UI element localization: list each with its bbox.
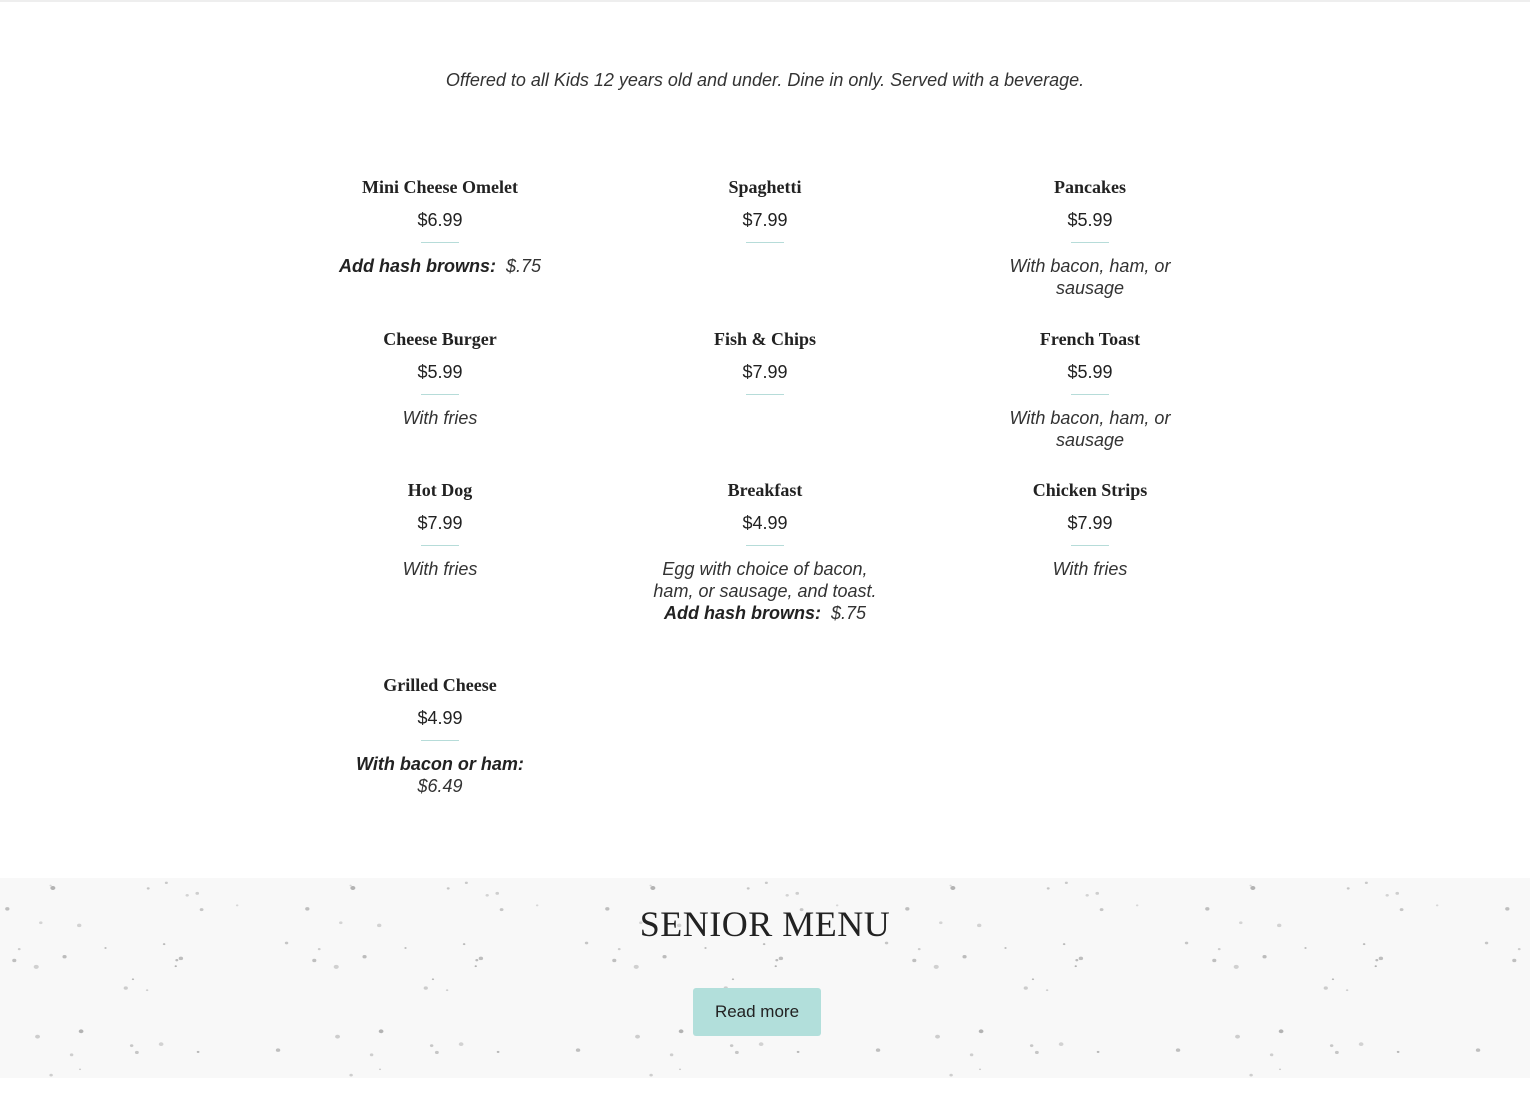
item-name: Cheese Burger — [383, 329, 497, 349]
speckle-dot — [459, 1042, 464, 1046]
item-divider — [1071, 545, 1109, 546]
speckle-dot — [1249, 885, 1251, 887]
speckle-dot — [1262, 955, 1266, 958]
speckle-dot — [349, 885, 351, 887]
menu-item — [320, 479, 560, 580]
speckle-dot — [350, 886, 355, 890]
speckle-dot — [50, 886, 55, 890]
speckle-dot — [495, 892, 499, 895]
item-price: $4.99 — [742, 513, 788, 533]
speckle-dot — [497, 1051, 500, 1053]
speckle-dot — [447, 887, 450, 889]
speckle-dot — [662, 955, 666, 958]
speckle-dot — [424, 986, 428, 989]
speckle-dot — [34, 965, 39, 969]
item-name: Hot Dog — [407, 480, 473, 500]
speckle-dot — [950, 886, 955, 890]
speckle-dot — [649, 1074, 652, 1077]
speckle-dot — [135, 1051, 139, 1054]
speckle-dot — [650, 886, 655, 890]
item-addon-label: With bacon or ham: — [356, 754, 524, 774]
speckle-dot — [759, 1042, 764, 1046]
item-description: With bacon, ham, or sausage — [1009, 256, 1171, 298]
speckle-dot — [1065, 882, 1068, 884]
speckle-dot — [576, 1048, 580, 1052]
speckle-dot — [1046, 989, 1048, 991]
speckle-dot — [1304, 947, 1306, 949]
speckle-dot — [1386, 894, 1389, 897]
item-addon — [653, 602, 877, 624]
item-description: With fries — [402, 408, 478, 428]
item-name: Pancakes — [1054, 177, 1126, 197]
speckle-dot — [124, 986, 128, 989]
speckle-dot — [70, 1053, 74, 1056]
speckle-dot — [186, 894, 189, 897]
item-description — [320, 753, 560, 797]
speckle-dot — [62, 955, 66, 958]
speckle-dot — [1347, 887, 1350, 889]
speckle-dot — [979, 1029, 984, 1033]
item-divider — [421, 545, 459, 546]
speckle-dot — [132, 978, 134, 980]
speckle-dot — [334, 965, 339, 969]
speckle-dot — [475, 965, 477, 967]
item-price: $7.99 — [417, 513, 463, 533]
menu-item — [320, 674, 560, 797]
speckle-dot — [775, 965, 777, 967]
item-description — [320, 255, 560, 277]
item-addon-label: Add hash browns: — [663, 603, 821, 623]
speckle-dot — [430, 1044, 433, 1047]
speckle-dot — [486, 894, 489, 897]
read-more-button[interactable]: Read more — [693, 988, 821, 1036]
item-name: Spaghetti — [728, 177, 802, 197]
speckle-dot — [1346, 989, 1348, 991]
speckle-dot — [1270, 1053, 1274, 1056]
speckle-dot — [370, 1053, 374, 1056]
speckle-dot — [775, 959, 778, 961]
speckle-dot — [1176, 1048, 1180, 1052]
speckle-dot — [918, 948, 921, 950]
speckle-dot — [735, 1051, 739, 1054]
item-description: With bacon, ham, or sausage — [1009, 408, 1171, 450]
speckle-dot — [362, 955, 366, 958]
speckle-dot — [935, 1035, 940, 1039]
speckle-dot — [949, 885, 951, 887]
speckle-dot — [12, 959, 16, 962]
speckle-dot — [35, 1035, 40, 1039]
speckle-dot — [446, 989, 448, 991]
item-price: $7.99 — [742, 362, 788, 382]
senior-menu-title: SENIOR MENU — [639, 904, 891, 944]
speckle-dot — [1024, 986, 1028, 989]
speckle-dot — [1234, 965, 1239, 969]
speckle-dot — [679, 1068, 681, 1070]
item-price: $7.99 — [742, 210, 788, 230]
speckle-dot — [432, 978, 434, 980]
speckle-dot — [1079, 957, 1083, 961]
item-price: $7.99 — [1067, 513, 1113, 533]
top-divider — [0, 0, 1530, 2]
speckle-dot — [18, 948, 21, 950]
speckle-dot — [765, 882, 768, 884]
item-addon-label: Add hash browns: — [338, 256, 496, 276]
speckle-dot — [618, 948, 621, 950]
speckle-dot — [49, 1074, 52, 1077]
speckle-dot — [1035, 1051, 1039, 1054]
speckle-dot — [175, 959, 178, 961]
item-description: With fries — [402, 559, 478, 579]
speckle-dot — [1279, 1029, 1284, 1033]
menu-item — [645, 328, 885, 395]
speckle-dot — [1249, 1074, 1252, 1077]
item-divider — [421, 394, 459, 395]
kids-menu-intro: Offered to all Kids 12 years old and under. Dine in only. Served with a beverage. — [445, 70, 1085, 90]
speckle-dot — [1032, 978, 1034, 980]
speckle-dot — [876, 1048, 880, 1052]
senior-menu-section — [0, 878, 1530, 1078]
speckle-dot — [634, 965, 639, 969]
item-name: Chicken Strips — [1032, 480, 1148, 500]
speckle-dot — [797, 1051, 800, 1053]
speckle-dot — [195, 892, 199, 895]
item-divider — [421, 242, 459, 243]
speckle-dot — [175, 965, 177, 967]
speckle-dot — [1075, 959, 1078, 961]
speckle-dot — [1086, 894, 1089, 897]
speckle-dot — [1279, 1068, 1281, 1070]
menu-item — [970, 479, 1210, 580]
speckle-dot — [1095, 892, 1099, 895]
speckle-dot — [276, 1048, 280, 1052]
speckle-dot — [404, 947, 406, 949]
speckle-dot — [795, 892, 799, 895]
speckle-dot — [1395, 892, 1399, 895]
speckle-dot — [962, 955, 966, 958]
speckle-dot — [679, 1029, 684, 1033]
speckle-dot — [1004, 947, 1006, 949]
item-name: Breakfast — [727, 480, 803, 500]
item-name: Grilled Cheese — [383, 675, 497, 695]
speckle-dot — [1324, 986, 1328, 989]
item-price: $5.99 — [1067, 210, 1113, 230]
speckle-dot — [1512, 959, 1516, 962]
speckle-dot — [779, 957, 783, 961]
item-divider — [746, 545, 784, 546]
item-description — [645, 558, 885, 624]
speckle-dot — [949, 1074, 952, 1077]
speckle-dot — [479, 957, 483, 961]
item-name: Mini Cheese Omelet — [362, 177, 518, 197]
speckle-dot — [475, 959, 478, 961]
speckle-dot — [1476, 1048, 1480, 1052]
speckle-dot — [130, 1044, 133, 1047]
speckle-dot — [612, 959, 616, 962]
item-addon-price: $.75 — [495, 256, 542, 276]
menu-item — [645, 479, 885, 624]
item-price: $6.99 — [417, 210, 463, 230]
speckle-dot — [1379, 957, 1383, 961]
speckle-dot — [1375, 959, 1378, 961]
speckle-dot — [979, 1068, 981, 1070]
speckle-dot — [179, 957, 183, 961]
speckle-dot — [465, 882, 468, 884]
speckle-dot — [635, 1035, 640, 1039]
item-name: Fish & Chips — [713, 329, 817, 349]
item-description: With fries — [1052, 559, 1128, 579]
speckle-dot — [49, 885, 51, 887]
speckle-dot — [732, 978, 734, 980]
speckle-dot — [934, 965, 939, 969]
menu-item — [320, 328, 560, 429]
speckle-dot — [1235, 1035, 1240, 1039]
speckle-dot — [1218, 948, 1221, 950]
menu-item — [970, 176, 1210, 299]
speckle-dot — [1397, 1051, 1400, 1053]
speckle-dot — [1075, 965, 1077, 967]
speckle-dot — [104, 947, 106, 949]
item-addon-price: $6.49 — [417, 776, 463, 796]
item-divider — [421, 740, 459, 741]
speckle-dot — [670, 1053, 674, 1056]
speckle-dot — [912, 959, 916, 962]
speckle-dot — [1030, 1044, 1033, 1047]
item-divider — [1071, 242, 1109, 243]
speckle-dot — [197, 1051, 200, 1053]
item-description-text: Egg with choice of bacon, ham, or sausage, and toast. — [653, 559, 877, 601]
speckle-dot — [1059, 1042, 1064, 1046]
menu-item — [970, 328, 1210, 451]
speckle-dot — [786, 894, 789, 897]
speckle-dot — [312, 959, 316, 962]
speckle-dot — [146, 989, 148, 991]
speckle-dot — [1097, 1051, 1100, 1053]
speckle-dot — [1375, 965, 1377, 967]
speckle-dot — [335, 1035, 340, 1039]
speckle-dot — [349, 1074, 352, 1077]
item-divider — [1071, 394, 1109, 395]
speckle-dot — [1250, 886, 1255, 890]
speckle-dot — [147, 887, 150, 889]
speckle-dot — [318, 948, 321, 950]
speckle-dot — [704, 947, 706, 949]
speckle-dot — [1365, 882, 1368, 884]
speckle-dot — [730, 1044, 733, 1047]
speckle-dot — [165, 882, 168, 884]
menu-item — [320, 176, 560, 277]
item-price: $4.99 — [417, 708, 463, 728]
speckle-dot — [379, 1029, 384, 1033]
item-divider — [746, 394, 784, 395]
menu-item — [645, 176, 885, 243]
item-price: $5.99 — [1067, 362, 1113, 382]
speckle-dot — [1335, 1051, 1339, 1054]
speckle-dot — [1212, 959, 1216, 962]
item-addon-price: $.75 — [820, 603, 867, 623]
item-divider — [746, 242, 784, 243]
item-name: French Toast — [1039, 329, 1141, 349]
speckle-dot — [1330, 1044, 1333, 1047]
speckle-dot — [79, 1029, 84, 1033]
speckle-dot — [747, 887, 750, 889]
speckle-dot — [379, 1068, 381, 1070]
speckle-dot — [1359, 1042, 1364, 1046]
speckle-dot — [1047, 887, 1050, 889]
speckle-dot — [649, 885, 651, 887]
speckle-dot — [159, 1042, 164, 1046]
speckle-dot — [970, 1053, 974, 1056]
speckle-dot — [435, 1051, 439, 1054]
item-price: $5.99 — [417, 362, 463, 382]
speckle-dot — [1518, 948, 1521, 950]
speckle-dot — [1332, 978, 1334, 980]
speckle-dot — [79, 1068, 81, 1070]
